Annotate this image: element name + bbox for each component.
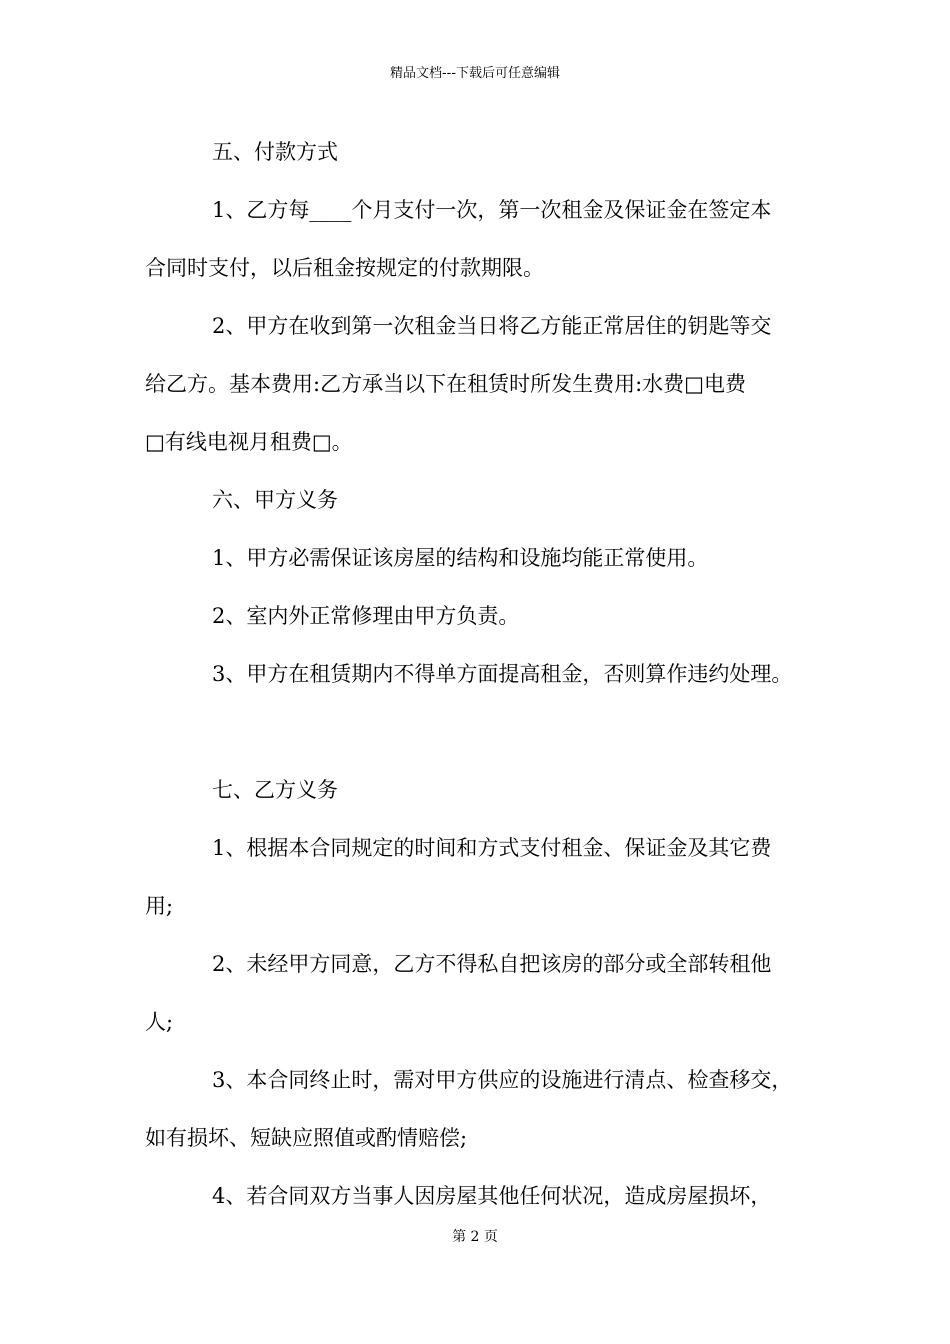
paragraph-line: 1、根据本合同规定的时间和方式支付租金、保证金及其它费: [212, 836, 772, 860]
page-header: 精品文档---下载后可任意编辑: [389, 66, 561, 81]
paragraph-line: 人;: [145, 1010, 174, 1034]
paragraph-line: 1、甲方必需保证该房屋的结构和设施均能正常使用。: [212, 546, 709, 570]
document-body: [145, 134, 825, 1236]
paragraph-line: 3、本合同终止时，需对甲方供应的设施进行清点、检查移交，: [212, 1068, 793, 1092]
paragraph-line: 2、未经甲方同意，乙方不得私自把该房的部分或全部转租他: [212, 952, 772, 976]
paragraph-line: 如有损坏、短缺应照值或酌情赔偿;: [145, 1126, 468, 1150]
paragraph-line: 合同时支付，以后租金按规定的付款期限。: [145, 256, 544, 280]
page-number: 第 2 页: [452, 1229, 498, 1245]
section-heading-tenant-duties: 七、乙方义务: [212, 778, 338, 802]
paragraph-line: 2、甲方在收到第一次租金当日将乙方能正常居住的钥匙等交: [212, 314, 772, 338]
section-heading-payment: 五、付款方式: [212, 140, 338, 164]
section-gap: [145, 714, 825, 772]
paragraph-line: 4、若合同双方当事人因房屋其他任何状况，造成房屋损坏，: [212, 1184, 772, 1208]
paragraph-line: 给乙方。基本费用:乙方承当以下在租赁时所发生费用:水费□电费: [145, 372, 746, 396]
section-heading-landlord-duties: 六、甲方义务: [212, 488, 338, 512]
paragraph-line: 用;: [145, 894, 174, 918]
paragraph-line: 1、乙方每____个月支付一次，第一次租金及保证金在签定本: [212, 198, 772, 222]
paragraph-line: 3、甲方在租赁期内不得单方面提高租金，否则算作违约处理。: [212, 662, 793, 686]
paragraph-line: 2、室内外正常修理由甲方负责。: [212, 604, 520, 628]
paragraph-line: □有线电视月租费□。: [145, 430, 353, 454]
